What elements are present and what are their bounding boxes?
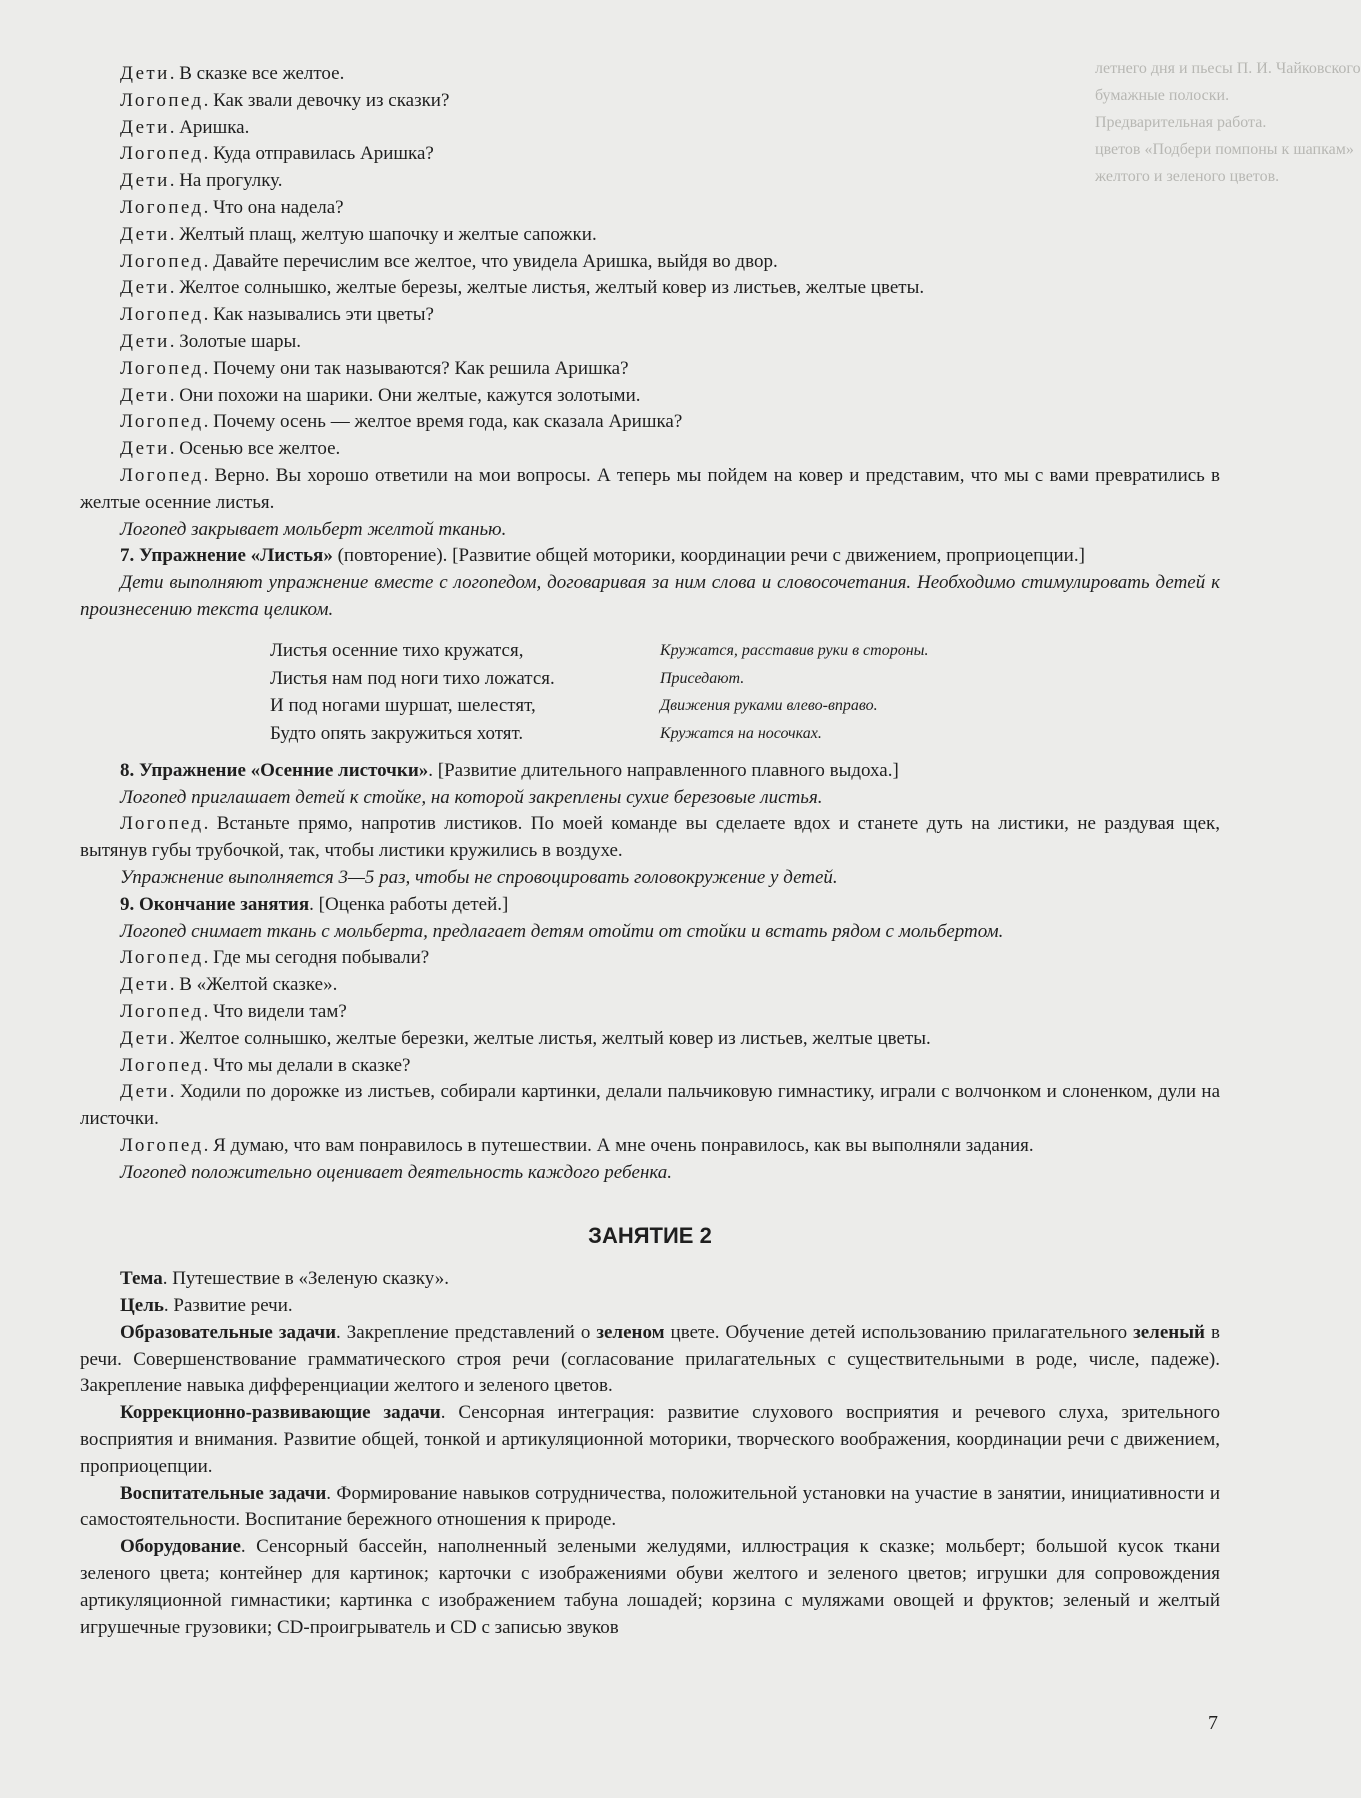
stage-note: Логопед приглашает детей к стойке, на которой закреплены сухие березовые листья. [120, 786, 823, 808]
dialogue-line: Дети. Они похожи на шарики. Они желтые, кажутся золотыми. [120, 384, 641, 406]
poem-row: Будто опять закружиться хотят. Кружатся на носочках. [270, 722, 822, 744]
dialogue-line: Логопед. Куда отправилась Аришка? [120, 143, 434, 165]
dialogue-line: Дети. На прогулку. [120, 170, 283, 192]
lesson-theme: Тема. Путешествие в «Зеленую сказку». [120, 1268, 449, 1290]
dialogue-line: Дети. Желтый плащ, желтую шапочку и желтые сапожки. [120, 223, 597, 245]
page-content [80, 61, 1220, 1641]
dialogue-line: Логопед. Что мы делали в сказке? [120, 1054, 411, 1076]
dialogue-block [80, 61, 1220, 543]
stage-note: Логопед закрывает мольберт желтой тканью. [120, 518, 507, 540]
exercise-7-instruction: Дети выполняют упражнение вместе с логопедом, договаривая за ним слова и словосочетания. Необходимо стимулировать детей к произнесению текста целиком. [80, 572, 1220, 620]
poem [270, 638, 1220, 748]
ghost-line: Предварительная работа. [1095, 114, 1267, 131]
dialogue-line: Логопед. Где мы сегодня побывали? [120, 947, 430, 969]
dialogue-line: Логопед. Почему они так называются? Как решила Аришка? [120, 357, 629, 379]
exercise-title: 8. Упражнение «Осенние листочки» [120, 759, 429, 781]
dialogue-line: Логопед. Встаньте прямо, напротив листиков. По моей команде вы сделаете вдох и станете дуть на листики, не раздувая щек, вытянув губы трубочкой, так, чтобы листики кружились в воздухе. [80, 813, 1220, 862]
lesson-corr-tasks: Коррекционно-развивающие задачи. Сенсорная интеграция: развитие слухового восприятия и речевого слуха, зрительного восприятия и внимания. Развитие общей, тонкой и артикуляционной моторики, творческого воображения, координации речи с движением, проприоцепции. [80, 1402, 1220, 1477]
dialogue-line: Логопед. Почему осень — желтое время года, как сказала Аришка? [120, 411, 683, 433]
exercise-8: 8. Упражнение «Осенние листочки». [Развитие длительного направленного плавного выдоха.] [120, 759, 899, 781]
dialogue-line: Дети. Желтое солнышко, желтые березки, желтые листья, желтый ковер из листьев, желтые цветы. [120, 1027, 931, 1049]
dialogue-block [80, 945, 1220, 1186]
exercise-title: 7. Упражнение «Листья» [120, 545, 333, 567]
stage-note: Логопед положительно оценивает деятельность каждого ребенка. [120, 1161, 673, 1183]
lesson-equipment: Оборудование. Сенсорный бассейн, наполненный зелеными желудями, иллюстрация к сказке; мольберт; большой кусок ткани зеленого цвета; контейнер для картинок; карточки с изображениями обуви желтого и зеленого цветов; игрушки для сопровождения артикуляционной гимнастики; картинка с изображением табуна лошадей; корзина с муляжами овощей и фруктов; зеленый и желтый игрушечные грузовики; CD-проигрыватель и CD с записью звуков [80, 1536, 1220, 1638]
poem-row: И под ногами шуршат, шелестят, Движения руками влево-вправо. [270, 695, 878, 717]
dialogue-line: Логопед. Как звали девочку из сказки? [120, 89, 450, 111]
lesson-goal: Цель. Развитие речи. [120, 1295, 293, 1317]
dialogue-line: Логопед. Давайте перечислим все желтое, что увидела Аришка, выйдя во двор. [120, 250, 778, 272]
dialogue-line: Дети. Осенью все желтое. [120, 438, 341, 460]
dialogue-line: Дети. Аришка. [120, 116, 250, 138]
exercise-title: 9. Окончание занятия [120, 893, 310, 915]
poem-row: Листья нам под ноги тихо ложатся. Приседают. [270, 667, 745, 689]
lesson-vosp-tasks: Воспитательные задачи. Формирование навыков сотрудничества, положительной установки на участие в занятии, инициативности и самостоятельности. Воспитание бережного отношения к природе. [80, 1482, 1220, 1531]
stage-note: Логопед снимает ткань с мольберта, предлагает детям отойти от стойки и встать рядом с мольбертом. [120, 920, 1004, 942]
page-number: 7 [1208, 1712, 1218, 1734]
dialogue-line: Дети. Желтое солнышко, желтые березы, желтые листья, желтый ковер из листьев, желтые цветы. [120, 277, 925, 299]
dialogue-line: Дети. Золотые шары. [120, 330, 302, 352]
stage-note: Упражнение выполняется 3—5 раз, чтобы не спровоцировать головокружение у детей. [120, 866, 838, 888]
ghost-line: бумажные полоски. [1095, 87, 1230, 104]
exercise-9: 9. Окончание занятия. [Оценка работы детей.] [120, 893, 509, 915]
lesson-heading: ЗАНЯТИЕ 2 [588, 1223, 712, 1249]
poem-row: Листья осенние тихо кружатся, Кружатся, расставив руки в стороны. [270, 640, 929, 662]
dialogue-line: Логопед. Что видели там? [120, 1000, 347, 1022]
dialogue-line: Логопед. Как назывались эти цветы? [120, 304, 434, 326]
dialogue-line: Логопед. Что она надела? [120, 196, 344, 218]
ghost-line: цветов «Подбери помпоны к шапкам» [1095, 141, 1354, 158]
lesson-edu-tasks: Образовательные задачи. Закрепление представлений о зеленом цвете. Обучение детей использованию прилагательного зеленый в речи. Совершенствование грамматического строя речи (согласование прилагательных с существительными в роде, числе, падеже). Закрепление навыка дифференциации желтого и зеленого цветов. [80, 1321, 1220, 1397]
dialogue-line: Логопед. Верно. Вы хорошо ответили на мои вопросы. А теперь мы пойдем на ковер и представим, что мы с вами превратились в желтые осенние листья. [80, 464, 1220, 513]
ghost-line: летнего дня и пьесы П. И. Чайковского [1095, 60, 1361, 77]
dialogue-line: Дети. В сказке все желтое. [120, 63, 345, 84]
dialogue-line: Дети. В «Желтой сказке». [120, 974, 338, 996]
dialogue-line: Дети. Ходили по дорожке из листьев, собирали картинки, делали пальчиковую гимнастику, играли с волчонком и слоненком, дули на листочки. [80, 1081, 1220, 1130]
ghost-line: желтого и зеленого цветов. [1095, 168, 1280, 185]
dialogue-line: Логопед. Я думаю, что вам понравилось в путешествии. А мне очень понравилось, как вы выполняли задания. [120, 1134, 1034, 1156]
exercise-7: 7. Упражнение «Листья» (повторение). [Развитие общей моторики, координации речи с движением, проприоцепции.] [120, 545, 1085, 567]
